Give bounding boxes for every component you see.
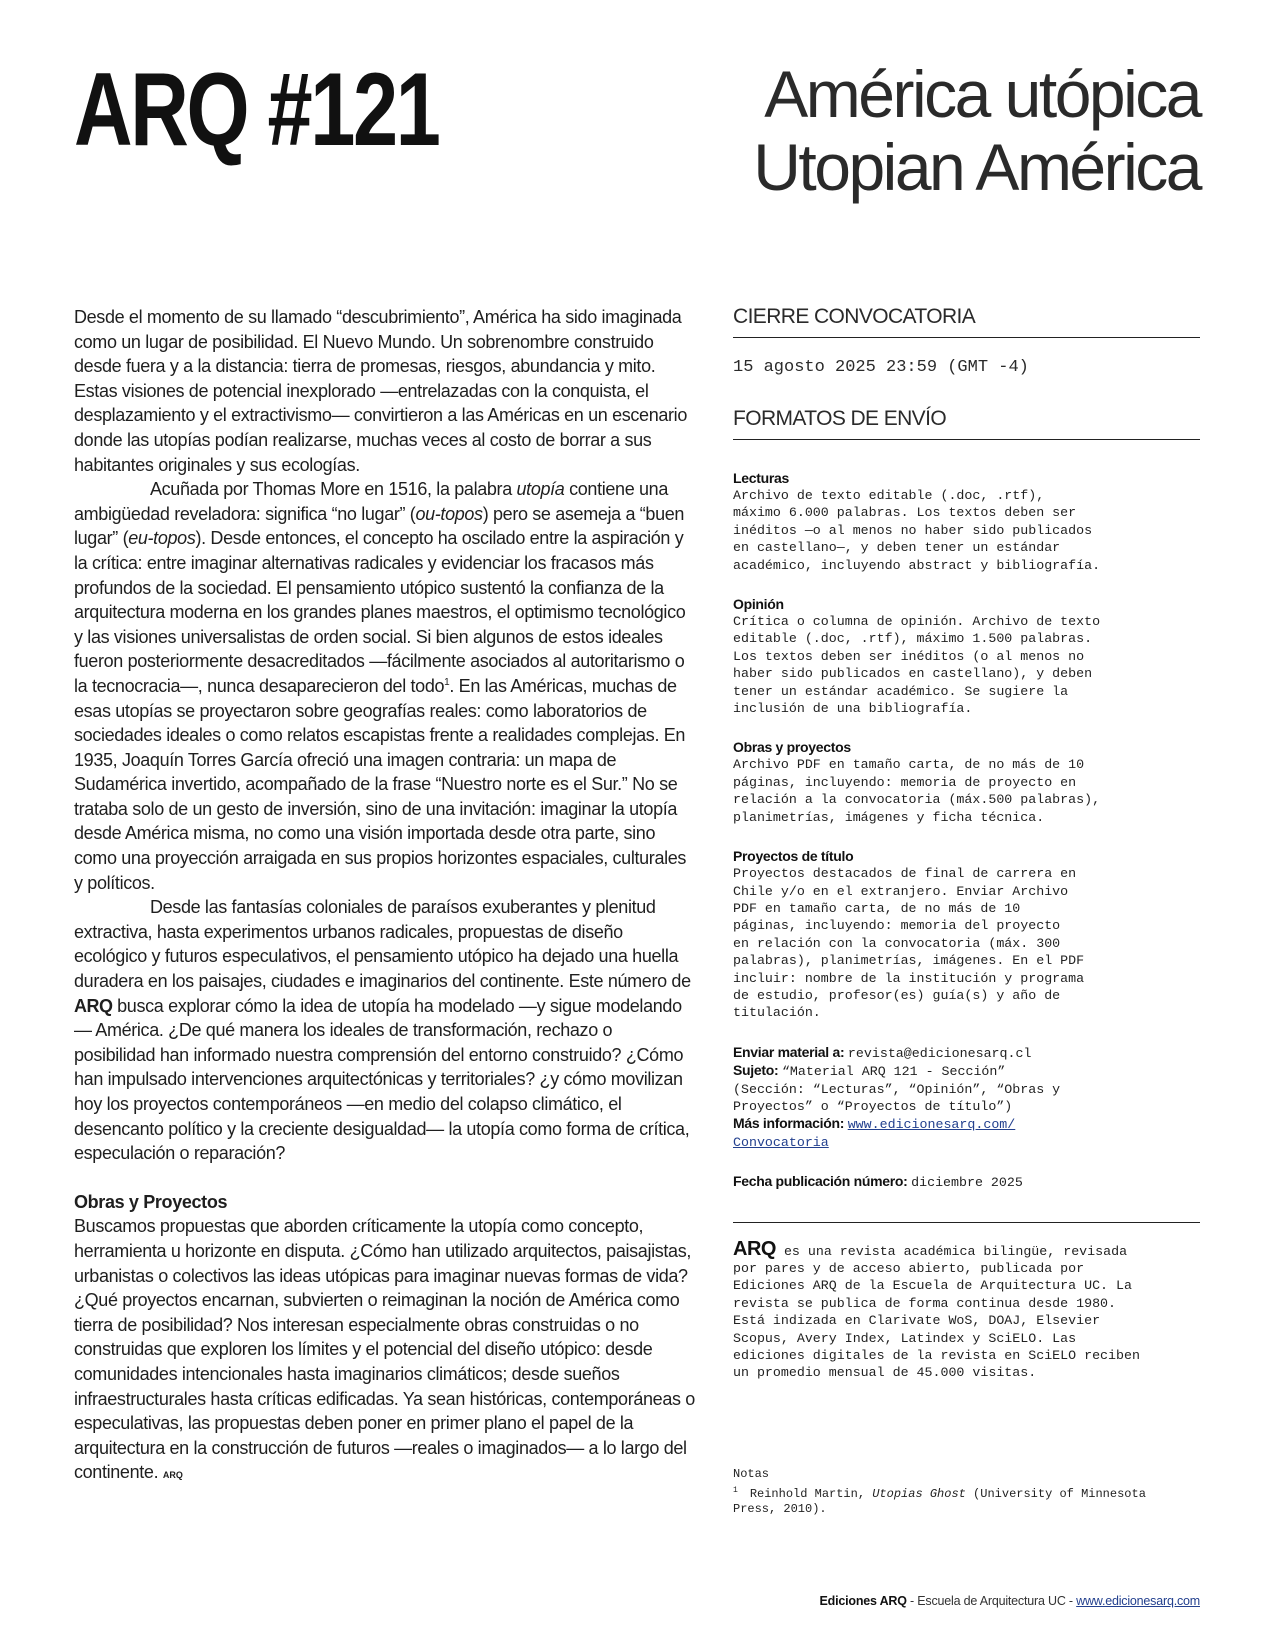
issue-title xyxy=(753,58,1200,203)
intro-paragraph-3: Desde las fantasías coloniales de paraísos exuberantes y plenitud extractiva, hasta experimentos urbanos radicales, propuestas de diseño ecológico y futuros especulativos, el pensamiento utópico ha dejado una huella duradera en los paisajes, ciudades e imaginarios del continente. Este número de ARQ busca explorar cómo la idea de utopía ha modelado —y sigue modelando— América. ¿De qué manera los ideales de transformación, rechazo o posibilidad han informado nuestra comprensión del entorno construido? ¿Cómo han impulsado intervenciones arquitectónicas y territoriales? ¿y cómo movilizan hoy los proyectos contemporáneos —en medio del colapso climático, el desencanto político y la creciente desigualdad— la utopía como forma de crítica, especulación o reparación? xyxy=(74,897,691,1164)
term-ou-topos: ou-topos xyxy=(415,503,483,524)
subject-value: “Material ARQ 121 - Sección” (Sección: “Lecturas”, “Opinión”, “Obras y Proyectos” o “Proyectos de título”) xyxy=(733,1064,1061,1114)
notes xyxy=(733,1467,1200,1518)
works-paragraph: Buscamos propuestas que aborden críticamente la utopía como concepto, herramienta u horizonte en disputa. ¿Cómo han utilizado arquitectos, paisajistas, urbanistas o colectivos las ideas utópicas para imaginar nuevas formas de vida? ¿Qué proyectos encarnan, subvierten o reimaginan la noción de América como tierra de posibilidad? Nos interesan especialmente obras construidas o no construidas que exploren los límites y el potencial del diseño utópico: desde comunidades intencionales hasta imaginarios climáticos; desde sueños infraestructurales hasta críticas edificadas. Ya sean históricas, contemporáneas o especulativas, las propuestas deben poner en primer plano el papel de la arquitectura en la construcción de futuros —reales o imaginados— a lo largo del continente. ARQ xyxy=(74,1216,695,1483)
about-block xyxy=(733,1222,1200,1382)
info-link[interactable]: www.edicionesarq.com/ Convocatoria xyxy=(733,1117,1016,1150)
format-title: Lecturas xyxy=(733,470,789,486)
subject-row: Sujeto: “Material ARQ 121 - Sección” (Sección: “Lecturas”, “Opinión”, “Obras y Proyectos” o “Proyectos de título”) xyxy=(733,1062,1061,1114)
works-heading: Obras y Proyectos xyxy=(74,1191,228,1212)
arq-logo: ARQ xyxy=(733,1237,776,1260)
send-email[interactable]: revista@edicionesarq.cl xyxy=(847,1045,1032,1061)
term-utopia: utopía xyxy=(516,479,565,500)
note-number: 1 xyxy=(733,1485,738,1495)
info-row: Más información: www.edicionesarq.com/ Convocatoria xyxy=(733,1115,1016,1150)
format-text: Crítica o columna de opinión. Archivo de texto editable (.doc, .rtf), máximo 1.500 palabras. Los textos deben ser inéditos (o al menos no haber sido publicados en castellano), y deben tener un estándar académico. Se sugiere la inclusión de una bibliografía. xyxy=(733,614,1101,717)
deadline-heading: CIERRE CONVOCATORIA xyxy=(733,305,1200,338)
format-item-opinion xyxy=(733,596,1200,717)
issue-title-es: América utópica xyxy=(764,57,1200,131)
arq-end-mark: ARQ xyxy=(162,1470,183,1481)
about-text: es una revista académica bilingüe, revisada por pares y de acceso abierto, publicada por Ediciones ARQ de la Escuela de Arquitectura UC. La revista se publica de forma continua desde 1980. Está indizada en Clarivate WoS, DOAJ, Elsevier Scopus, Avery Index, Latindex y SciELO. Las ediciones digitales de la revista en SciELO reciben un promedio mensual de 45.000 visitas. xyxy=(733,1243,1140,1381)
format-text: Archivo de texto editable (.doc, .rtf), máximo 6.000 palabras. Los textos deben ser inéditos —o al menos no haber sido publicados en castellano—, y deben tener un estándar académico, incluyendo abstract y bibliografía. xyxy=(733,488,1101,573)
format-item-lecturas xyxy=(733,470,1200,574)
format-text: Proyectos destacados de final de carrera en Chile y/o en el extranjero. Enviar Archivo PDF en tamaño carta, de no más de 10 páginas, incluyendo: memoria del proyecto en relación con la convocatoria (máx. 300 palabras), planimetrías, imágenes. En el PDF incluir: nombre de la institución y programa de estudio, profesor(es) guía(s) y año de titulación. xyxy=(733,866,1085,1021)
arq-inline-logo: ARQ xyxy=(74,995,113,1016)
footnote-ref[interactable]: 1 xyxy=(444,676,450,688)
footer xyxy=(820,1594,1200,1608)
format-title: Obras y proyectos xyxy=(733,739,851,756)
footer-school: - Escuela de Arquitectura UC - xyxy=(906,1594,1077,1608)
send-row: Enviar material a: revista@edicionesarq.cl xyxy=(733,1043,1032,1061)
note-1: $^1$ Reinhold Martin, Utopias Ghost (University of Minnesota Press, 2010). xyxy=(733,1485,1146,1516)
term-eu-topos: eu-topos xyxy=(128,528,196,549)
issue-title-en: Utopian América xyxy=(753,129,1200,204)
note-book-title: Utopias Ghost xyxy=(872,1486,966,1501)
footer-publisher: Ediciones ARQ xyxy=(819,1594,907,1608)
notes-heading: Notas xyxy=(733,1467,770,1481)
intro-paragraph-1: Desde el momento de su llamado “descubrimiento”, América ha sido imaginada como un lugar de posibilidad. El Nuevo Mundo. Un sobrenombre construido desde fuera y a la distancia: tierra de promesas, riesgos, abundancia y mito. Estas visiones de potencial inexplorado —entrelazadas con la conquista, el desplazamiento y el extractivismo— convirtieron a las Américas en un escenario donde las utopías podían realizarse, muchas veces al costo de borrar a sus habitantes originales y sus ecologías. xyxy=(74,307,687,475)
format-item-obras xyxy=(733,739,1200,826)
submission-block xyxy=(733,1044,1200,1192)
masthead: ARQ #121 xyxy=(74,52,439,168)
intro-paragraph-2: Acuñada por Thomas More en 1516, la palabra utopía contiene una ambigüedad reveladora: significa “no lugar” (ou-topos) pero se asemeja a “buen lugar” (eu-topos). Desde entonces, el concepto ha oscilado entre la aspiración y la crítica: entre imaginar alternativas radicales y evidenciar los fracasos más profundos de la sociedad. El pensamiento utópico sustentó la confianza de la arquitectura moderna en los grandes planes maestros, el optimismo tecnológico y las visiones universalistas de orden social. Si bien algunos de estos ideales fueron posteriormente desacreditados —fácilmente asociados al autoritarismo o la tecnocracia—, nunca desaparecieron del todo$^1$. En las Américas, muchas de esas utopías se proyectaron sobre geografías reales: como laboratorios de sociedades ideales o como relatos escapistas frente a realidades complejas. En 1935, Joaquín Torres García ofreció una imagen contraria: un mapa de Sudamérica invertido, acompañado de la frase “Nuestro norte es el Sur.” No se trataba solo de un gesto de inversión, sino de una invitación: imaginar la utopía desde América misma, no como una visión importada desde otra parte, sino como una proyección arraigada en sus propios horizontes espaciales, culturales y políticos. xyxy=(74,479,687,893)
format-text: Archivo PDF en tamaño carta, de no más de 10 páginas, incluyendo: memoria de proyecto en relación a la convocatoria (máx.500 palabras), planimetrías, imágenes y ficha técnica. xyxy=(733,757,1101,825)
footer-url[interactable]: www.edicionesarq.com xyxy=(1076,1594,1200,1608)
format-item-titulo xyxy=(733,848,1200,1022)
pubdate-value: diciembre 2025 xyxy=(911,1175,1023,1191)
pubdate-row: Fecha publicación número: diciembre 2025 xyxy=(733,1173,1023,1191)
formats-list xyxy=(733,470,1200,1022)
formats-heading: FORMATOS DE ENVÍO xyxy=(733,407,1200,440)
call-text-column xyxy=(74,305,696,1488)
format-title: Proyectos de título xyxy=(733,848,854,865)
info-column xyxy=(733,305,1200,1382)
deadline-value: 15 agosto 2025 23:59 (GMT -4) xyxy=(733,358,1029,377)
format-title: Opinión xyxy=(733,596,784,613)
